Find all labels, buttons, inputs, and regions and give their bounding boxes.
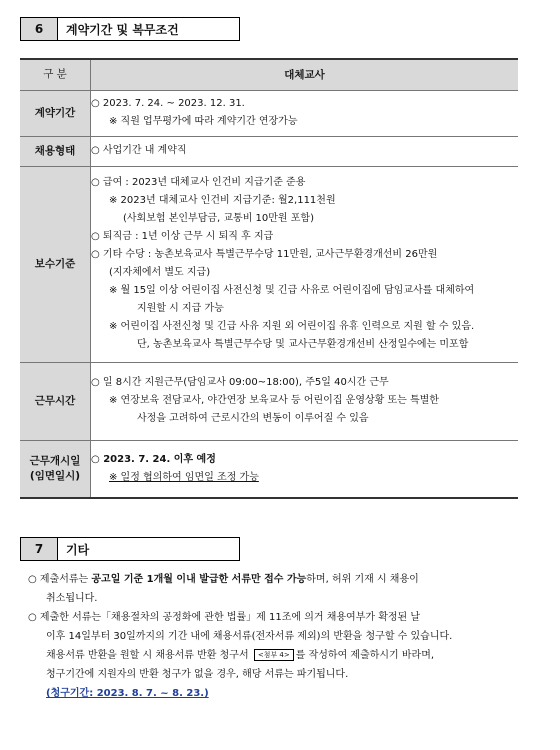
note-emphasis: 공고일 기준 1개월 이내 발급한 서류만 접수 가능: [91, 574, 307, 585]
row-content: [91, 90, 519, 136]
content-line: ○ 2023. 7. 24. 이후 예정: [91, 453, 216, 465]
content-line: 지원할 시 지급 가능: [137, 303, 224, 314]
note-text: 하며, 허위 기재 시 채용이: [306, 574, 419, 585]
table-row-pay-standard: [20, 166, 518, 362]
content-line: ※ 연장보육 전담교사, 야간연장 보육교사 등 어린이집 운영상황 또는 특별한: [109, 395, 439, 406]
note-line: 청구기간에 지원자의 반환 청구가 없을 경우, 해당 서류는 파기됩니다.: [46, 669, 349, 680]
content-line: 단, 농촌보육교사 특별근무수당 및 교사근무환경개선비 산정일수에는 미포함: [137, 339, 469, 350]
deadline-text: (청구기간: 2023. 8. 7. ~ 8. 23.): [46, 688, 209, 699]
note-text: 를 작성하여 제출하시기 바라며,: [295, 650, 435, 661]
row-content: [91, 166, 519, 362]
header-column: 대체교사: [91, 59, 519, 90]
section-title: 기타: [58, 537, 240, 561]
content-line: (지자체에서 별도 지급): [109, 267, 211, 278]
note-text: ○ 제출서류는: [28, 574, 92, 585]
table-header-row: [20, 59, 518, 90]
content-line: ※ 어린이집 사전신청 및 긴급 사유 지원 외 어린이집 유휴 인력으로 지원 할 수 있음.: [109, 321, 475, 332]
row-label-line: 근무개시일: [29, 454, 81, 467]
attachment-tag: <첨부 4>: [254, 649, 294, 661]
row-label-line: (임면일시): [29, 469, 81, 482]
row-label: 근무시간: [20, 362, 91, 440]
note-line: [28, 646, 528, 665]
section-number: 7: [20, 537, 58, 561]
content-line: ○ 퇴직금 : 1년 이상 근무 시 퇴직 후 지급: [91, 231, 274, 242]
note-text: 채용서류 반환을 원할 시 채용서류 반환 청구서: [46, 650, 249, 661]
content-line: ○ 기타 수당 : 농촌보육교사 특별근무수당 11만원, 교사근무환경개선비 26만원: [91, 249, 438, 260]
table-row-contract-period: [20, 90, 518, 136]
row-label: [20, 440, 91, 498]
content-line: ※ 일정 협의하여 임면일 조정 가능: [109, 471, 259, 483]
row-content: [91, 362, 519, 440]
table-row-employment-type: [20, 136, 518, 166]
content-line: ○ 급여 : 2023년 대체교사 인건비 지급기준 준용: [91, 177, 306, 188]
note-line: 이후 14일부터 30일까지의 기간 내에 채용서류(전자서류 제외)의 반환을 청구할 수 있습니다.: [46, 631, 453, 642]
contract-terms-table: [20, 58, 518, 499]
note-line: [28, 570, 528, 589]
content-line: ○ 일 8시간 지원근무(담임교사 09:00~18:00), 주5일 40시간 근무: [91, 377, 389, 388]
note-line: 취소됩니다.: [46, 593, 98, 604]
content-line: ※ 월 15일 이상 어린이집 사전신청 및 긴급 사유로 어린이집에 담임교사를 대체하여: [109, 285, 475, 296]
content-line: 사정을 고려하여 근로시간의 변동이 이루어질 수 있음: [137, 413, 369, 424]
content-line: ※ 직원 업무평가에 따라 계약기간 연장가능: [109, 116, 298, 127]
row-label: 계약기간: [20, 90, 91, 136]
content-line: ○ 사업기간 내 계약직: [91, 145, 187, 156]
content-line: ※ 2023년 대체교사 인건비 지급기준: 월2,111천원: [109, 195, 336, 206]
section-6-header: [20, 17, 240, 41]
note-line: ○ 제출한 서류는「채용절차의 공정화에 관한 법률」제 11조에 의거 채용여부가 확정된 날: [28, 612, 421, 623]
section-title: 계약기간 및 복무조건: [58, 17, 240, 41]
row-label: 채용형태: [20, 136, 91, 166]
row-content: [91, 440, 519, 498]
table-row-start-date: [20, 440, 518, 498]
misc-notes: [28, 570, 528, 703]
section-number: 6: [20, 17, 58, 41]
content-line: ○ 2023. 7. 24. ~ 2023. 12. 31.: [91, 98, 245, 109]
content-line: (사회보험 본인부담금, 교통비 10만원 포함): [123, 213, 314, 224]
row-label: 보수기준: [20, 166, 91, 362]
header-category: 구 분: [20, 59, 91, 90]
row-content: [91, 136, 519, 166]
section-7-header: [20, 537, 240, 561]
table-row-work-hours: [20, 362, 518, 440]
